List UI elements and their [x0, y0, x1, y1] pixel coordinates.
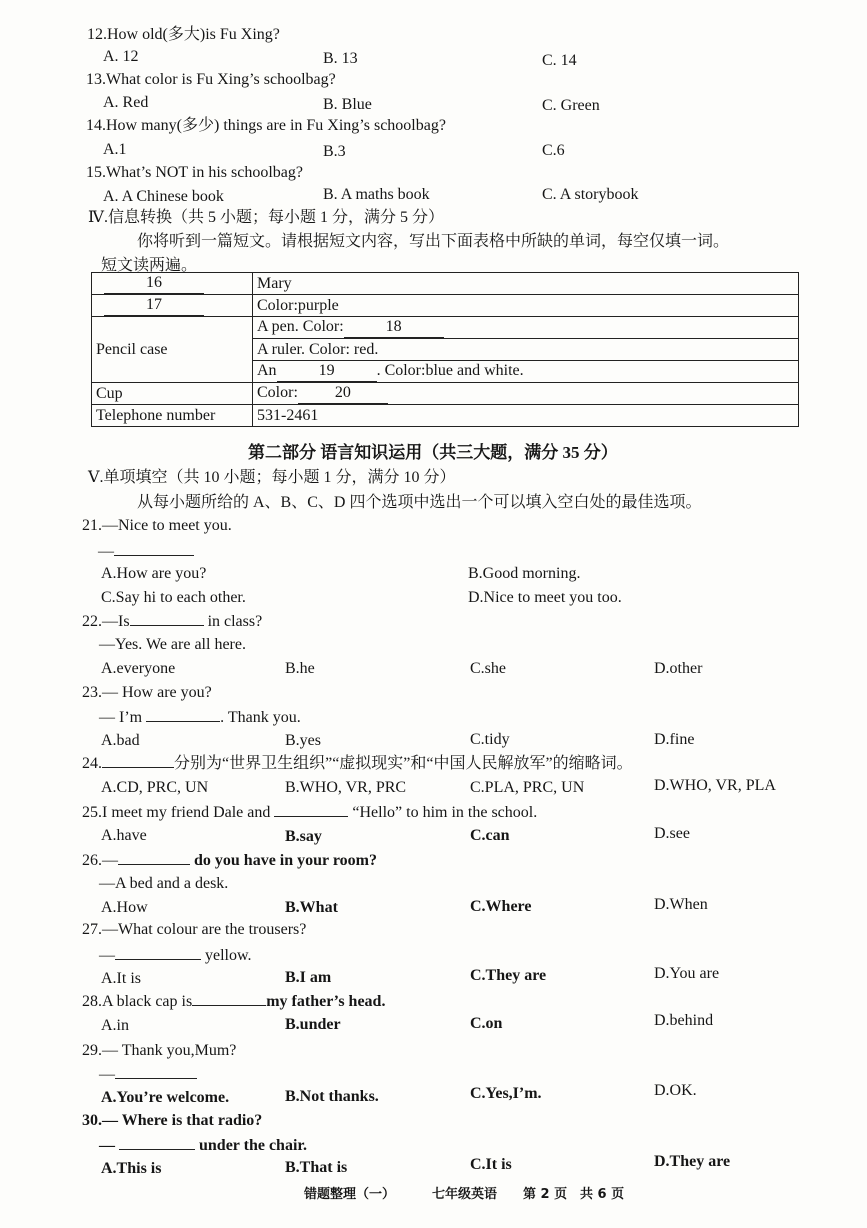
q24-option-c: C.PLA, PRC, UN	[470, 779, 585, 796]
q30-reply-end: under the chair.	[199, 1137, 308, 1154]
q21-stem: 21.—Nice to meet you.	[82, 517, 232, 534]
q23-option-d: D.fine	[654, 731, 695, 748]
blank-19[interactable]: 19	[277, 361, 377, 382]
blank-20[interactable]: 20	[298, 383, 388, 404]
q29-option-c: C.Yes,I’m.	[470, 1085, 542, 1102]
q21-option-b: B.Good morning.	[468, 565, 581, 582]
q23-reply-end: . Thank you.	[220, 709, 301, 726]
blank-17[interactable]: 17	[104, 295, 204, 316]
q28-option-d: D.behind	[654, 1012, 714, 1029]
q23-stem: 23.— How are you?	[82, 684, 212, 701]
footer-page: 第 2 页	[523, 1187, 568, 1202]
q21-dash: —	[98, 543, 114, 560]
table-cell-color: Color:purple	[253, 295, 799, 317]
q14-option-a: A.1	[103, 141, 127, 158]
q23-option-c: C.tidy	[470, 731, 510, 748]
q26-option-a: A.How	[101, 899, 148, 916]
section4-instruction-cont: 短文读两遍。	[101, 257, 198, 274]
footer-total: 共 6 页	[580, 1187, 625, 1202]
q22-option-a: A.everyone	[101, 660, 176, 677]
q27-dash: —	[99, 947, 115, 964]
q15-option-b: B. A maths book	[323, 186, 430, 203]
footer-subject: 七年级英语	[432, 1187, 498, 1202]
section4-title: Ⅳ.信息转换（共 5 小题；每小题 1 分，满分 5 分）	[88, 209, 444, 226]
table-cell-telephone-label: Telephone number	[92, 405, 253, 427]
q26-reply: —A bed and a desk.	[99, 875, 229, 892]
q15-stem: 15.What’s NOT in his schoolbag?	[86, 164, 304, 181]
q14-option-c: C.6	[542, 142, 565, 159]
q25-stem-end: “Hello” to him in the school.	[352, 804, 538, 821]
q30-stem: 30.— Where is that radio?	[82, 1112, 263, 1129]
q29-dash: —	[99, 1066, 115, 1083]
q22-reply: —Yes. We are all here.	[99, 636, 246, 653]
section5-title: Ⅴ.单项填空（共 10 小题；每小题 1 分，满分 10 分）	[88, 469, 456, 486]
q12-stem: 12.How old(多大)is Fu Xing?	[87, 26, 280, 43]
blank-18[interactable]: 18	[344, 317, 444, 338]
item-color-label: . Color:blue and white.	[376, 362, 524, 379]
q26-stem-start: 26.—	[82, 852, 118, 869]
q22-blank[interactable]	[130, 611, 204, 626]
q22-stem-end: in class?	[207, 613, 263, 630]
q28-option-c: C.on	[470, 1015, 503, 1032]
q24-option-d: D.WHO, VR, PLA	[654, 777, 776, 794]
q13-option-b: B. Blue	[323, 96, 372, 113]
q13-stem: 13.What color is Fu Xing’s schoolbag?	[86, 71, 336, 88]
q21-blank[interactable]	[114, 541, 194, 556]
table-cell-telephone-number: 531-2461	[253, 405, 799, 427]
q12-option-c: C. 14	[542, 52, 577, 69]
q23-option-a: A.bad	[101, 732, 140, 749]
q28-option-a: A.in	[101, 1017, 129, 1034]
q15-option-c: C. A storybook	[542, 186, 639, 203]
q26-blank[interactable]	[118, 850, 190, 865]
q25-blank[interactable]	[274, 802, 348, 817]
q21-option-d: D.Nice to meet you too.	[468, 589, 622, 606]
q30-option-d: D.They are	[654, 1153, 731, 1170]
q21-option-c: C.Say hi to each other.	[101, 589, 246, 606]
q24-stem: 分别为“世界卫生组织”“虚拟现实”和“中国人民解放军”的缩略词。	[174, 755, 633, 772]
q22-option-d: D.other	[654, 660, 703, 677]
q12-option-b: B. 13	[323, 50, 358, 67]
q25-option-a: A.have	[101, 827, 147, 844]
q14-stem: 14.How many(多少) things are in Fu Xing’s schoolbag?	[86, 117, 446, 134]
q29-blank[interactable]	[115, 1064, 197, 1079]
q30-option-c: C.It is	[470, 1156, 512, 1173]
item-an-label: An	[257, 362, 277, 379]
table-cell-pencil-case: Pencil case	[92, 317, 253, 383]
q29-option-d: D.OK.	[654, 1082, 697, 1099]
q22-stem-start: 22.—Is	[82, 613, 130, 630]
q30-dash: —	[99, 1137, 115, 1154]
cup-color-label: Color:	[257, 384, 298, 401]
q27-option-b: B.I am	[285, 969, 332, 986]
q28-stem-start: 28.A black cap is	[82, 993, 193, 1010]
section5-instruction: 从每小题所给的 A、B、C、D 四个选项中选出一个可以填入空白处的最佳选项。	[137, 494, 702, 511]
table-cell-ruler: A ruler. Color: red.	[253, 339, 799, 361]
q24-option-a: A.CD, PRC, UN	[101, 779, 209, 796]
q26-option-b: B.What	[285, 899, 338, 916]
q30-option-b: B.That is	[285, 1159, 348, 1176]
q26-option-d: D.When	[654, 896, 708, 913]
q23-option-b: B.yes	[285, 732, 321, 749]
q23-reply-start: — I’m	[99, 709, 143, 726]
q25-option-d: D.see	[654, 825, 690, 842]
q30-option-a: A.This is	[101, 1160, 162, 1177]
table-cell-cup: Cup	[92, 383, 253, 405]
q27-blank[interactable]	[115, 945, 201, 960]
section4-instruction: 你将听到一篇短文。请根据短文内容，写出下面表格中所缺的单词，每空仅填一词。	[137, 233, 730, 250]
q27-reply-end: yellow.	[205, 947, 252, 964]
q28-stem-end: my father’s head.	[266, 993, 386, 1010]
q27-option-a: A.It is	[101, 970, 141, 987]
q25-option-b: B.say	[285, 828, 322, 845]
info-table	[91, 272, 799, 427]
q14-option-b: B.3	[323, 143, 346, 160]
q13-option-c: C. Green	[542, 97, 600, 114]
q28-option-b: B.under	[285, 1016, 341, 1033]
q24-number: 24.	[82, 755, 102, 772]
blank-16[interactable]: 16	[104, 273, 204, 294]
pen-color-label: A pen. Color:	[257, 318, 344, 335]
q24-blank[interactable]	[102, 753, 174, 768]
q27-option-c: C.They are	[470, 967, 547, 984]
q15-option-a: A. A Chinese book	[103, 188, 224, 205]
q27-stem: 27.—What colour are the trousers?	[82, 921, 307, 938]
q26-option-c: C.Where	[470, 898, 532, 915]
q22-option-b: B.he	[285, 660, 315, 677]
table-cell-name: Mary	[253, 273, 799, 295]
q23-blank[interactable]	[146, 707, 220, 722]
q29-option-b: B.Not thanks.	[285, 1088, 379, 1105]
footer-title: 错题整理（一）	[304, 1187, 396, 1202]
q26-stem-end: do you have in your room?	[194, 852, 377, 869]
q29-stem: 29.— Thank you,Mum?	[82, 1042, 237, 1059]
q24-option-b: B.WHO, VR, PRC	[285, 779, 407, 796]
q25-option-c: C.can	[470, 827, 510, 844]
q28-blank[interactable]	[192, 991, 266, 1006]
q13-option-a: A. Red	[103, 94, 149, 111]
q27-option-d: D.You are	[654, 965, 720, 982]
q30-blank[interactable]	[119, 1135, 195, 1150]
q22-option-c: C.she	[470, 660, 506, 677]
q25-stem-start: 25.I meet my friend Dale and	[82, 804, 271, 821]
q29-option-a: A.You’re welcome.	[101, 1089, 230, 1106]
part2-title: 第二部分 语言知识运用（共三大题，满分 35 分）	[248, 443, 618, 462]
q12-option-a: A. 12	[103, 48, 139, 65]
q21-option-a: A.How are you?	[101, 565, 207, 582]
